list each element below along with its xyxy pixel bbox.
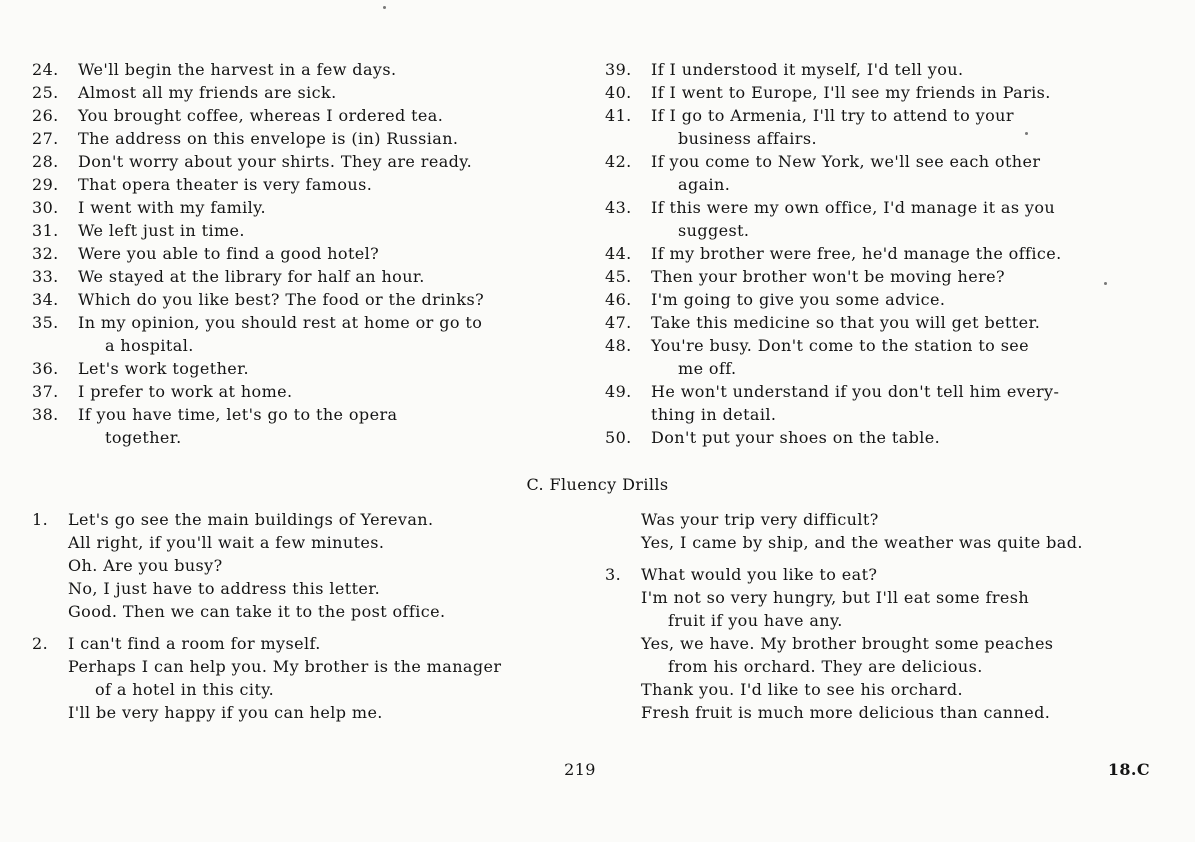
sentence-number: 45. xyxy=(605,267,632,286)
sentence-text: If my brother were free, he'd manage the office. xyxy=(651,244,1062,263)
drill-line-continuation: of a hotel in this city. xyxy=(95,680,275,699)
sentence-text: If you have time, let's go to the opera xyxy=(78,405,398,424)
sentence-text: The address on this envelope is (in) Russian. xyxy=(78,129,459,148)
sentence-number: 49. xyxy=(605,382,632,401)
sentence-text: If this were my own office, I'd manage it as you xyxy=(651,198,1056,217)
scan-speck xyxy=(1104,282,1107,285)
sentence-text: Don't worry about your shirts. They are ready. xyxy=(78,152,473,171)
sentence-text: That opera theater is very famous. xyxy=(78,175,373,194)
drill-line: No, I just have to address this letter. xyxy=(68,579,381,598)
sentence-44 xyxy=(605,242,1175,265)
sentence-number: 37. xyxy=(32,382,59,401)
sentence-39 xyxy=(605,58,1175,81)
sentence-40 xyxy=(605,81,1175,104)
drill-line-continuation: from his orchard. They are delicious. xyxy=(668,657,983,676)
sentence-list-left xyxy=(32,58,572,449)
sentence-text: If you come to New York, we'll see each other xyxy=(651,152,1041,171)
sentence-number: 40. xyxy=(605,83,632,102)
sentence-text: He won't understand if you don't tell him every- xyxy=(651,382,1060,401)
sentence-49 xyxy=(605,380,1175,426)
sentence-continuation: a hospital. xyxy=(105,336,194,355)
sentence-28 xyxy=(32,150,572,173)
page-number: 219 xyxy=(564,760,596,779)
sentence-46 xyxy=(605,288,1175,311)
drill-line: All right, if you'll wait a few minutes. xyxy=(68,533,385,552)
drill-number: 2. xyxy=(32,634,49,653)
drill-line: Good. Then we can take it to the post office. xyxy=(68,602,446,621)
sentence-48 xyxy=(605,334,1175,380)
sentence-text: Let's work together. xyxy=(78,359,249,378)
sentence-43 xyxy=(605,196,1175,242)
sentence-continuation: me off. xyxy=(678,359,737,378)
sentence-number: 50. xyxy=(605,428,632,447)
drill-line: Yes, we have. My brother brought some peaches xyxy=(641,634,1054,653)
sentence-text: Take this medicine so that you will get better. xyxy=(651,313,1041,332)
sentence-30 xyxy=(32,196,572,219)
sentence-45 xyxy=(605,265,1175,288)
sentence-number: 44. xyxy=(605,244,632,263)
sentence-number: 38. xyxy=(32,405,59,424)
sentence-text: Which do you like best? The food or the drinks? xyxy=(78,290,485,309)
sentence-number: 34. xyxy=(32,290,59,309)
sentence-text: We'll begin the harvest in a few days. xyxy=(78,60,397,79)
drill-line: I'm not so very hungry, but I'll eat some fresh xyxy=(641,588,1030,607)
drill-line: Fresh fruit is much more delicious than canned. xyxy=(641,703,1051,722)
drill-number: 1. xyxy=(32,510,49,529)
sentence-35 xyxy=(32,311,572,357)
sentence-text: I prefer to work at home. xyxy=(78,382,293,401)
section-heading: C. Fluency Drills xyxy=(526,475,669,494)
sentence-continuation: thing in detail. xyxy=(651,405,777,424)
sentence-text: If I went to Europe, I'll see my friends in Paris. xyxy=(651,83,1051,102)
sentence-number: 35. xyxy=(32,313,59,332)
drill-line: I'll be very happy if you can help me. xyxy=(68,703,383,722)
sentence-text: We left just in time. xyxy=(78,221,245,240)
sentence-text: If I go to Armenia, I'll try to attend to your xyxy=(651,106,1014,125)
sentence-37 xyxy=(32,380,572,403)
drill-line-continuation: fruit if you have any. xyxy=(668,611,843,630)
sentence-text: Almost all my friends are sick. xyxy=(78,83,337,102)
sentence-text: Then your brother won't be moving here? xyxy=(651,267,1006,286)
sentence-number: 46. xyxy=(605,290,632,309)
sentence-list-right xyxy=(605,58,1175,449)
sentence-text: If I understood it myself, I'd tell you. xyxy=(651,60,964,79)
section-code: 18.C xyxy=(1107,760,1150,779)
sentence-33 xyxy=(32,265,572,288)
sentence-32 xyxy=(32,242,572,265)
drill-line: Was your trip very difficult? xyxy=(641,510,879,529)
drill-line: Yes, I came by ship, and the weather was quite bad. xyxy=(641,533,1083,552)
scan-speck xyxy=(1025,132,1028,135)
scan-speck xyxy=(383,6,386,9)
sentence-number: 43. xyxy=(605,198,632,217)
sentence-number: 26. xyxy=(32,106,59,125)
drill-line: I can't find a room for myself. xyxy=(68,634,321,653)
sentence-number: 41. xyxy=(605,106,632,125)
sentence-25 xyxy=(32,81,572,104)
sentence-number: 33. xyxy=(32,267,59,286)
drill-3 xyxy=(605,563,1175,724)
sentence-number: 39. xyxy=(605,60,632,79)
drill-1 xyxy=(32,508,592,623)
drill-2 xyxy=(32,632,592,724)
drill-line: Oh. Are you busy? xyxy=(68,556,223,575)
drill-line: Perhaps I can help you. My brother is the manager xyxy=(68,657,502,676)
sentence-number: 31. xyxy=(32,221,59,240)
drill-2-continued xyxy=(605,508,1175,554)
sentence-number: 24. xyxy=(32,60,59,79)
sentence-text: I'm going to give you some advice. xyxy=(651,290,946,309)
sentence-number: 48. xyxy=(605,336,632,355)
sentence-42 xyxy=(605,150,1175,196)
sentence-27 xyxy=(32,127,572,150)
fluency-drills-left xyxy=(32,508,592,724)
sentence-text: You brought coffee, whereas I ordered tea. xyxy=(78,106,444,125)
sentence-text: I went with my family. xyxy=(78,198,266,217)
sentence-number: 25. xyxy=(32,83,59,102)
sentence-text: In my opinion, you should rest at home or go to xyxy=(78,313,483,332)
sentence-continuation: together. xyxy=(105,428,182,447)
sentence-text: Don't put your shoes on the table. xyxy=(651,428,941,447)
sentence-31 xyxy=(32,219,572,242)
sentence-41 xyxy=(605,104,1175,150)
sentence-text: You're busy. Don't come to the station to see xyxy=(651,336,1030,355)
sentence-number: 30. xyxy=(32,198,59,217)
sentence-continuation: business affairs. xyxy=(678,129,817,148)
sentence-text: We stayed at the library for half an hour. xyxy=(78,267,425,286)
sentence-29 xyxy=(32,173,572,196)
sentence-34 xyxy=(32,288,572,311)
drill-line: Let's go see the main buildings of Yerevan. xyxy=(68,510,434,529)
sentence-number: 27. xyxy=(32,129,59,148)
sentence-38 xyxy=(32,403,572,449)
sentence-24 xyxy=(32,58,572,81)
sentence-number: 28. xyxy=(32,152,59,171)
drill-number: 3. xyxy=(605,565,622,584)
sentence-number: 36. xyxy=(32,359,59,378)
sentence-26 xyxy=(32,104,572,127)
sentence-number: 42. xyxy=(605,152,632,171)
sentence-number: 47. xyxy=(605,313,632,332)
sentence-continuation: again. xyxy=(678,175,731,194)
sentence-continuation: suggest. xyxy=(678,221,750,240)
sentence-36 xyxy=(32,357,572,380)
drill-line: Thank you. I'd like to see his orchard. xyxy=(641,680,964,699)
sentence-50 xyxy=(605,426,1175,449)
sentence-number: 32. xyxy=(32,244,59,263)
sentence-47 xyxy=(605,311,1175,334)
sentence-number: 29. xyxy=(32,175,59,194)
sentence-text: Were you able to find a good hotel? xyxy=(78,244,380,263)
fluency-drills-right xyxy=(605,508,1175,724)
drill-line: What would you like to eat? xyxy=(641,565,878,584)
